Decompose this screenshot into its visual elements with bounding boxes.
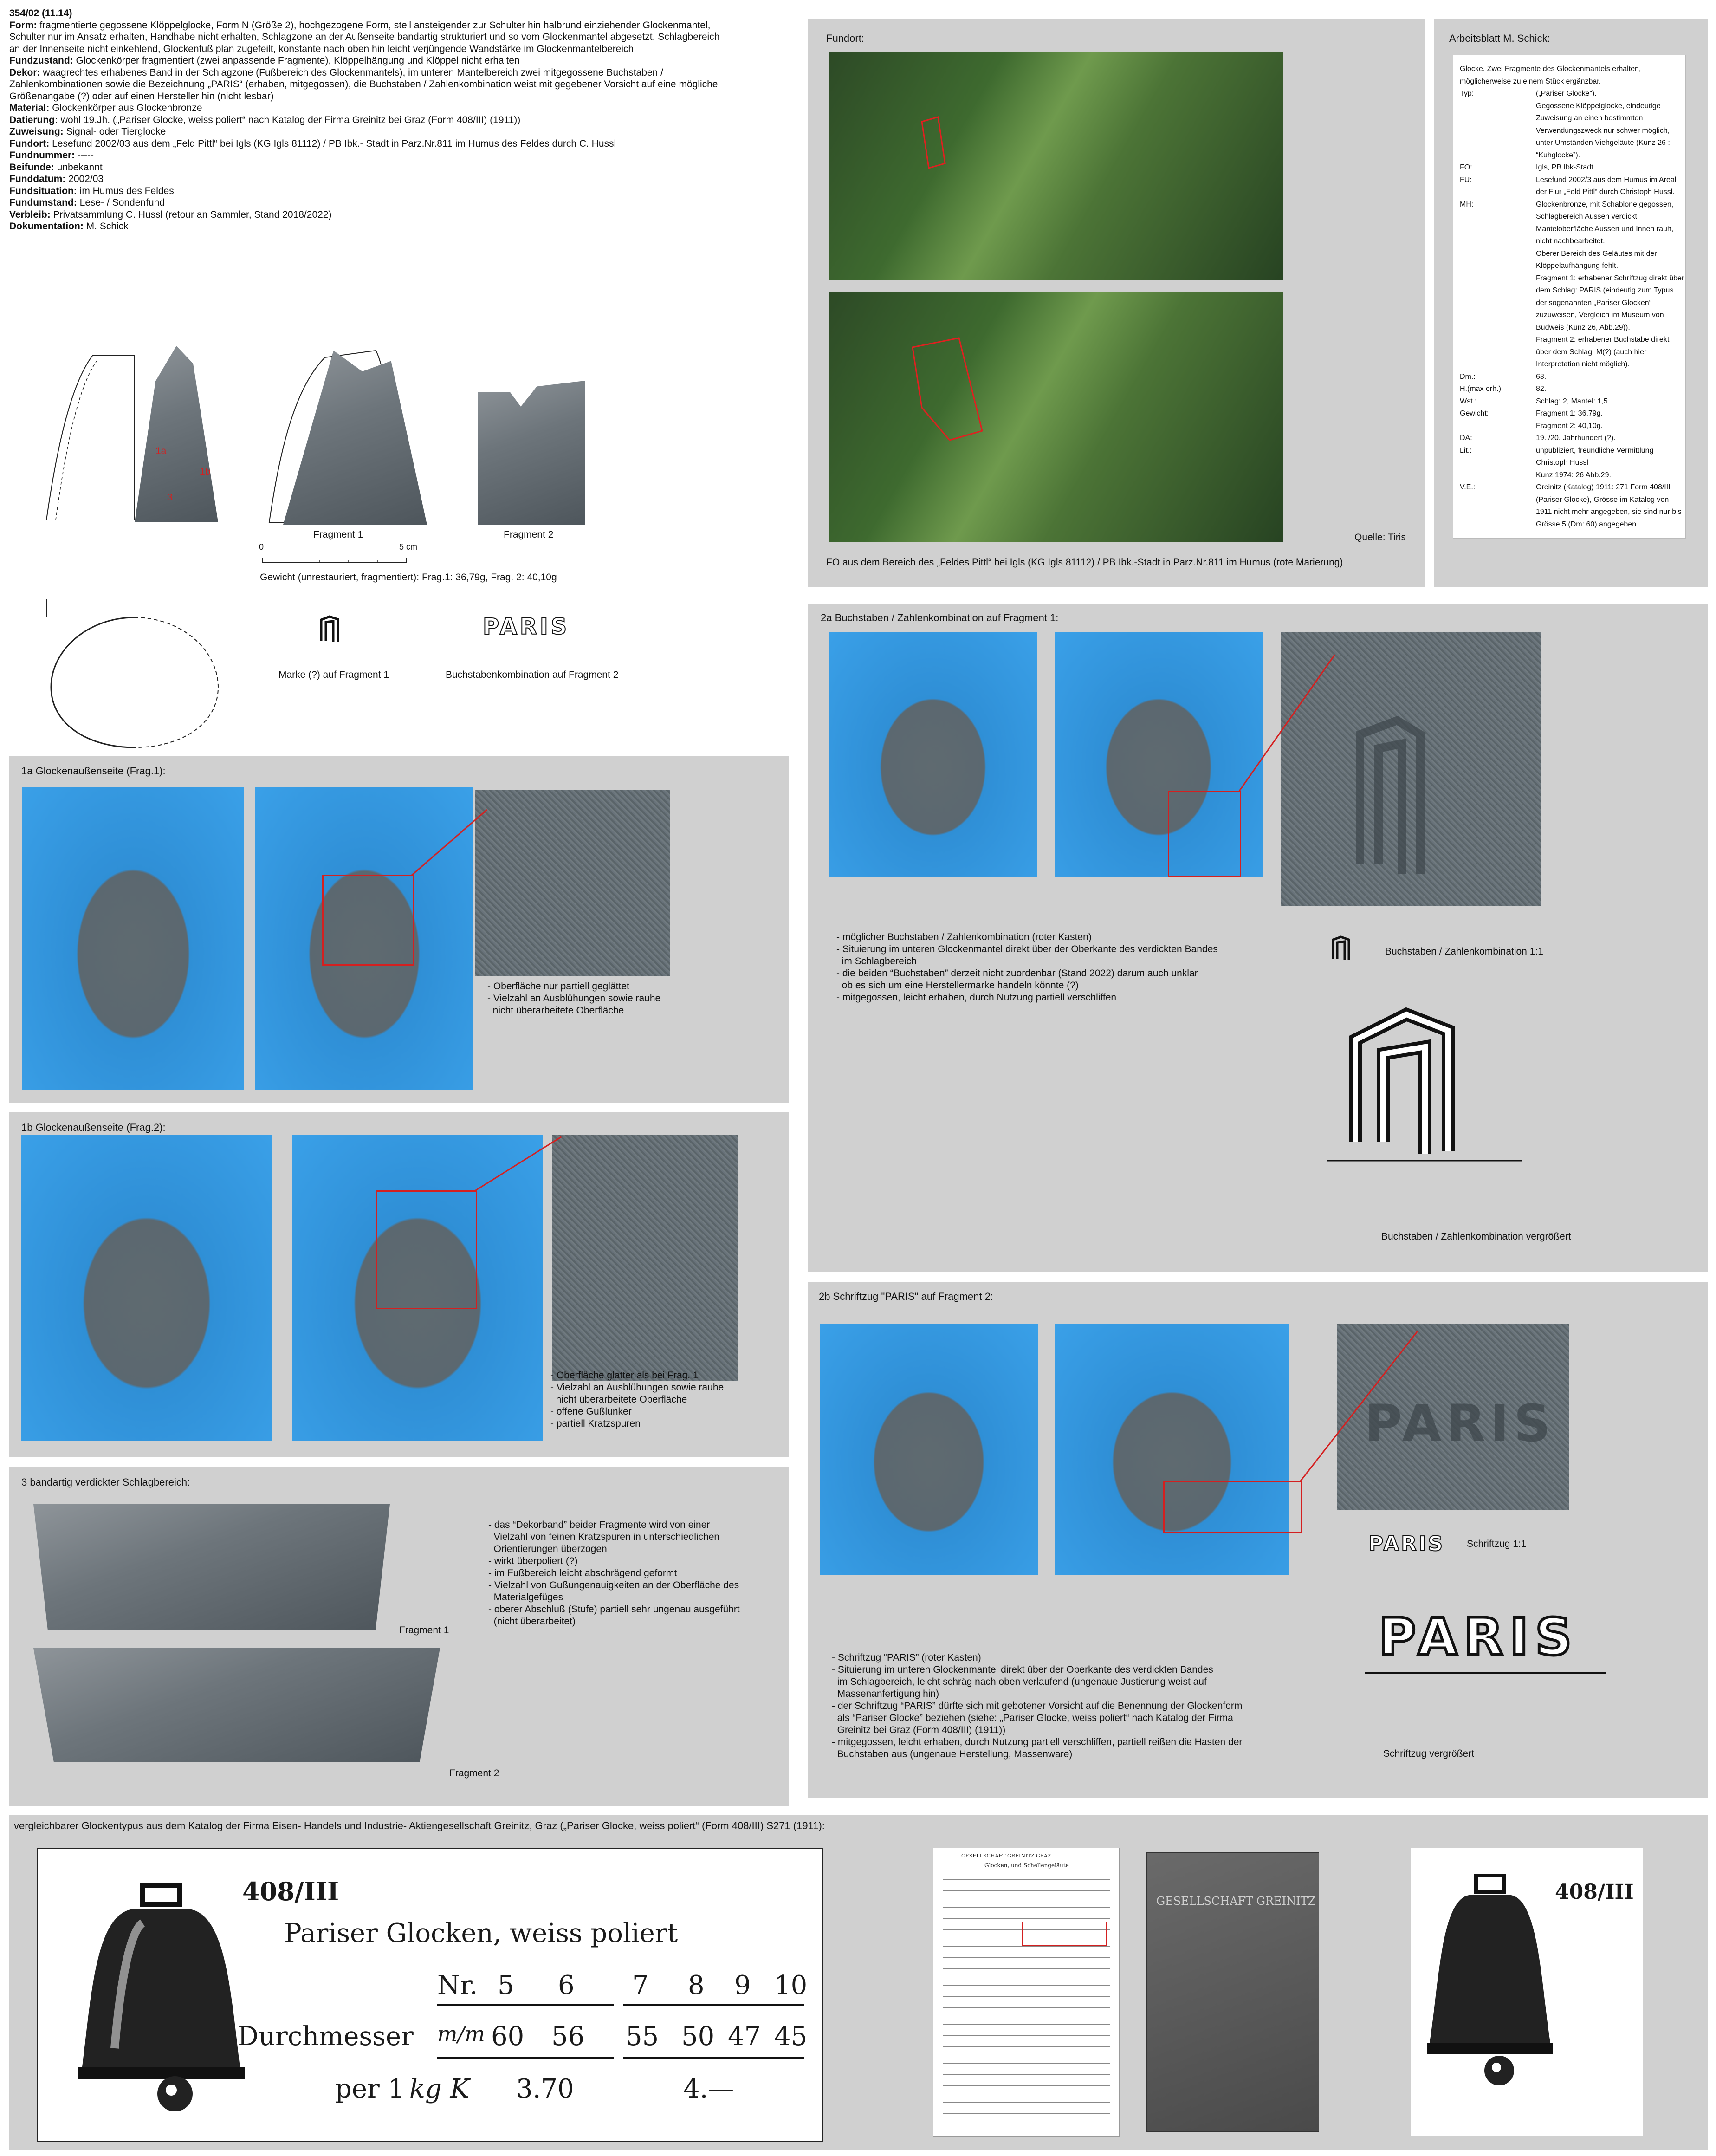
sheet-row-value: 82. [1536, 385, 1547, 393]
sheet-row-key: FU: [1460, 175, 1472, 184]
sheet-row-value: Igls, PB Ibk-Stadt. [1536, 163, 1596, 171]
header-line-label: Dokumentation: [9, 221, 84, 232]
header-line-label: Fundort: [9, 138, 50, 149]
panel-3-photo-fragment1 [33, 1504, 390, 1630]
panel-1a-redbox [322, 875, 414, 966]
sheet-row-key: Gewicht: [1460, 409, 1489, 417]
sheet-row-value: nicht nachbearbeitet. [1536, 237, 1605, 245]
sheet-row-value: zuzuweisen, Vergleich im Museum von [1536, 311, 1664, 319]
catalog-form-label: 408/III [242, 1877, 339, 1906]
header-line-text: Zahlenkombinationen sowie die Bezeichnung „PARIS“ (erhaben, mitgegossen), die Buchstaben / Zahlenkombination weist mit gegebener Vorsicht auf eine mögliche [9, 79, 718, 90]
label-1b: 1b [200, 467, 211, 477]
header-line [9, 91, 789, 103]
scale-bar [258, 553, 434, 567]
header-line-text: Glockenkörper aus Glockenbronze [49, 103, 202, 113]
panel-catalog [9, 1815, 1708, 2150]
panel-2b-photo-left [820, 1324, 1038, 1575]
catalog-cell: 56 [551, 2021, 585, 2052]
catalog-cell: 6 [558, 1970, 575, 2000]
header-line-text: fragmentierte gegossene Klöppelglocke, Form N (Größe 2), hochgezogene Form, steil ansteigender zur Schulter hin halbrund einziehender Glockenmantel, [37, 19, 711, 31]
panel-3 [9, 1467, 789, 1806]
label-3: 3 [167, 492, 173, 503]
sheet-row-value: Klöppelaufhängung fehlt. [1536, 262, 1619, 270]
header-line [9, 114, 789, 126]
sheet-row-value: (Pariser Glocke), Grösse im Katalog von [1536, 495, 1669, 504]
note-line: Massenanfertigung hin) [832, 1688, 939, 1699]
note-line: - im Fußbereich leicht abschrägend geformt [488, 1568, 677, 1578]
panel-2a-notes [836, 931, 1218, 1004]
note-line: - die beiden “Buchstaben” derzeit nicht zuordenbar (Stand 2022) darum auch unklar [836, 968, 1198, 979]
note-line: im Schlagbereich, leicht schräg nach oben verlaufend (ungenaue Justierung weist auf [832, 1676, 1207, 1687]
header-line-text: an der Innenseite nicht einkehlend, Glockenfuß plan zugefeilt, konstante nach oben hin leicht verjüngende Wandstärke im Glockenmantelbereich [9, 43, 634, 54]
header-line-text: Privatsammlung C. Hussl (retour an Sammler, Stand 2018/2022) [50, 209, 332, 220]
sheet-row-value: Fragment 1: 36,79g, [1536, 409, 1603, 417]
arbeitsblatt-sheet [1453, 55, 1686, 539]
header-line [9, 209, 789, 221]
fragment2-photo [478, 381, 585, 525]
header-line [9, 138, 789, 150]
paris-1to1: PARIS [1368, 1532, 1445, 1556]
catalog-price-1: 3.70 [516, 2074, 574, 2104]
panel-2a-redbox [1168, 791, 1241, 877]
catalog-cell: 8 [688, 1970, 705, 2000]
paris-enlarged: PARIS [1379, 1607, 1579, 1667]
note-line: - Situierung im unteren Glockenmantel direkt über der Oberkante des verdickten Bandes [836, 944, 1218, 955]
panel-1b [9, 1112, 789, 1457]
catalog-rule-1 [437, 2004, 614, 2006]
header-line-text: ----- [75, 150, 94, 161]
paris-caption: Buchstabenkombination auf Fragment 2 [446, 669, 619, 680]
sheet-row-value: Zuweisung an einen bestimmten [1536, 114, 1643, 122]
panel-2b-title: 2b Schriftzug "PARIS" auf Fragment 2: [819, 1291, 993, 1302]
header-line-text: 2002/03 [65, 174, 104, 184]
catalog-closeup-form: 408/III [1555, 1880, 1634, 1904]
note-line: - Vielzahl an Ausblühungen sowie rauhe [550, 1382, 724, 1393]
catalog-cell: 5 [498, 1970, 514, 2000]
sheet-row-key: V.E.: [1460, 483, 1476, 491]
note-line: Orientierungen überzogen [488, 1544, 607, 1554]
scale-5: 5 cm [399, 542, 418, 552]
panel-2b-redbox [1163, 1481, 1302, 1533]
panel-2a-enlarged-caption: Buchstaben / Zahlenkombination vergrößert [1381, 1231, 1571, 1242]
catalog-page-lines [943, 1874, 1110, 2124]
sheet-row-key: Wst.: [1460, 397, 1477, 405]
header-line [9, 221, 789, 233]
label-1a: 1a [155, 446, 167, 456]
mark-symbol-small [316, 613, 343, 645]
fragment1-caption: Fragment 1 [313, 529, 363, 540]
header-line-label: Fundzustand: [9, 55, 73, 66]
fundort-source: Quelle: Tiris [1354, 532, 1406, 543]
panel-1a-notes [487, 981, 660, 1017]
note-line: - partiell Kratzspuren [550, 1418, 641, 1429]
bell-icon-closeup [1420, 1866, 1560, 2089]
panel-1b-zoom [552, 1135, 738, 1381]
catalog-price-label: per 1 [335, 2074, 405, 2104]
sheet-row-value: Glockenbronze, mit Schablone gegossen, [1536, 200, 1674, 208]
panel-2a-title: 2a Buchstaben / Zahlenkombination auf Fragment 1: [821, 612, 1059, 623]
sheet-row-value: Gegossene Klöppelglocke, eindeutige [1536, 102, 1661, 110]
sheet-row-value: Greinitz (Katalog) 1911: 271 Form 408/III [1536, 483, 1671, 491]
catalog-rule-2 [623, 2004, 804, 2006]
header-line [9, 149, 789, 162]
catalog-cell: 47 [728, 2021, 761, 2052]
note-line: nicht überarbeitete Oberfläche [550, 1394, 687, 1405]
catalog-title: vergleichbarer Glockentypus aus dem Katalog der Firma Eisen- Handels und Industrie- Aktiengesellschaft Greinitz, Graz („Pariser Glocke, weiss poliert“ (Form 408/III) S271 (1911): [14, 1820, 825, 1831]
header-line-text: Schulter nur im Ansatz erhalten, Handhabe nicht erhalten, Schlagzone an der Außenseite bandartig strukturiert und so vom Glockenmantel abgesetzt, Schlagbereich [9, 32, 720, 42]
mark-symbol-enlarged [1327, 989, 1522, 1179]
header-line-text: Lese- / Sondenfund [77, 197, 165, 208]
sheet-row-value: unter Umständen Viehgeläute (Kunz 26 : [1536, 139, 1670, 147]
panel-2b-zoom [1337, 1324, 1569, 1510]
bell-icon-large [64, 1872, 259, 2113]
sheet-row-value: der Flur „Feld Pittl“ durch Christoph Hussl. [1536, 188, 1675, 196]
header-line-label: Zuweisung: [9, 126, 64, 137]
note-line: Buchstaben aus (ungenaue Herstellung, Massenware) [832, 1749, 1073, 1760]
note-line: (nicht überarbeitet) [488, 1616, 576, 1627]
sheet-row-value: („Pariser Glocke“). [1536, 90, 1597, 97]
header-line-label: Beifunde: [9, 162, 54, 173]
header-line-label: Form: [9, 19, 37, 31]
panel-2b-enlarged-caption: Schriftzug vergrößert [1383, 1748, 1475, 1759]
sheet-row-value: Kunz 1974: 26 Abb.29. [1536, 471, 1611, 479]
catalog-cell: 7 [632, 1970, 649, 2000]
sheet-row-value: Budweis (Kunz 26, Abb.29)). [1536, 323, 1630, 331]
panel-2b-zoom-paris: PARIS [1365, 1394, 1555, 1453]
sheet-row-value: unpubliziert, freundliche Vermittlung [1536, 446, 1654, 455]
header-line-label: Fundumstand: [9, 197, 77, 208]
note-line: - offene Gußlunker [550, 1406, 632, 1417]
sheet-row-value: Schlag: 2, Mantel: 1,5. [1536, 397, 1610, 405]
sheet-row-value: über dem Schlag: M(?) (auch hier [1536, 348, 1647, 356]
panel-1b-title: 1b Glockenaußenseite (Frag.2): [21, 1122, 166, 1133]
paris-mark-small: PARIS [483, 614, 570, 640]
panel-3-photo-fragment2 [33, 1648, 440, 1762]
panel-1a-title: 1a Glockenaußenseite (Frag.1): [21, 765, 166, 777]
sheet-row-key: Lit.: [1460, 446, 1472, 455]
catalog-cover-text: GESELLSCHAFT GREINITZ [1156, 1895, 1316, 1908]
catalog-page-redbox [1022, 1922, 1107, 1946]
panel-1a-photo-left [22, 787, 244, 1090]
sheet-row-value: der sogenannten „Pariser Glocken“ [1536, 299, 1652, 307]
header-line-text: Glockenkörper fragmentiert (zwei anpassende Fragmente), Klöppelhängung und Klöppel nicht erhalten [73, 55, 520, 66]
note-line: - wirkt überpoliert (?) [488, 1556, 578, 1566]
bell-base-section [42, 590, 237, 766]
panel-1b-redbox [376, 1190, 477, 1309]
catalog-heading: Pariser Glocken, weiss poliert [284, 1918, 678, 1948]
note-line: - der Schriftzug “PARIS” dürfte sich mit gebotener Vorsicht auf die Benennung der Glockenform [832, 1701, 1243, 1711]
header-line-text: Größenangabe (?) oder auf einen Hersteller hin (nicht lesbar) [9, 91, 274, 102]
catalog-dm-unit: m/m [437, 2021, 485, 2046]
note-line: - Vielzahl an Ausblühungen sowie rauhe [487, 993, 661, 1004]
sheet-row-value: Fragment 1: erhabener Schriftzug direkt über [1536, 274, 1684, 282]
panel-2b-notes [832, 1652, 1242, 1760]
sheet-row-value: Christoph Hussl [1536, 459, 1588, 467]
sheet-row-key: DA: [1460, 434, 1472, 442]
header-line [9, 43, 789, 55]
sheet-row-value: Lesefund 2002/3 aus dem Humus im Areal [1536, 175, 1677, 184]
header-line-label: Material: [9, 103, 50, 113]
header-lines [9, 19, 789, 233]
note-line: Materialgefüges [488, 1592, 563, 1603]
sheet-row-key: Dm.: [1460, 372, 1476, 381]
header-line-label: Funddatum: [9, 174, 66, 184]
header-line-label: Fundsituation: [9, 185, 77, 196]
note-line: - möglicher Buchstaben / Zahlenkombination (roter Kasten) [836, 932, 1092, 942]
catalog-page-header: GESELLSCHAFT GREINITZ GRAZ [961, 1853, 1051, 1859]
panel-1b-photo-left [21, 1135, 272, 1441]
sheet-row-value: 19. /20. Jahrhundert (?). [1536, 434, 1616, 442]
sheet-row-key: MH: [1460, 200, 1474, 208]
sheet-row-value: Oberer Bereich des Geläutes mit der [1536, 249, 1657, 258]
sheet-row-value: Grösse 5 (Dm: 60) angegeben. [1536, 520, 1638, 528]
scale-0: 0 [259, 542, 264, 552]
catalog-cover-thumb [1146, 1852, 1319, 2132]
sheet-row-value: möglicherweise zu einem Stück ergänzbar. [1460, 77, 1601, 85]
fundort-caption: FO aus dem Bereich des „Feldes Pittl“ bei Igls (KG Igls 81112) / PB Ibk.-Stadt in Parz.Nr.811 im Humus (rote Marierung) [826, 557, 1343, 568]
catalog-rule-3 [437, 2057, 614, 2059]
note-line: - mitgegossen, leicht erhaben, durch Nutzung partiell verschliffen [836, 992, 1117, 1003]
panel-1a [9, 756, 789, 1103]
sheet-row-value: Fragment 2: erhabener Buchstabe direkt [1536, 336, 1670, 344]
map-bottom [829, 292, 1283, 542]
catalog-excerpt [37, 1848, 823, 2142]
sheet-row-value: Interpretation nicht möglich). [1536, 360, 1630, 368]
note-line: - Oberfläche nur partiell geglättet [487, 981, 629, 992]
panel-2b-scale-caption: Schriftzug 1:1 [1467, 1539, 1527, 1549]
map-top [829, 52, 1283, 280]
catalog-cell: 10 [774, 1970, 808, 2000]
weight-caption: Gewicht (unrestauriert, fragmentiert): Frag.1: 36,79g, Frag. 2: 40,10g [260, 572, 557, 583]
catalog-page-thumb [933, 1848, 1120, 2137]
header-line-text: im Humus des Feldes [77, 185, 174, 196]
header-line-text: Signal- oder Tierglocke [63, 126, 166, 137]
sheet-row-key: FO: [1460, 163, 1472, 171]
sheet-row-value: dem Schlag: PARIS (eindeutig zum Typus [1536, 286, 1674, 294]
note-line: Vielzahl von feinen Kratzspuren in unterschiedlichen [488, 1532, 720, 1542]
header-line-label: Fundnummer: [9, 150, 75, 161]
sheet-row-value: Glocke. Zwei Fragmente des Glockenmantels erhalten, [1460, 65, 1641, 73]
catalog-price-2: 4.— [683, 2074, 734, 2104]
sheet-row-value: “Kuhglocke”). [1536, 151, 1580, 159]
mark-symbol-1to1 [1328, 934, 1353, 962]
panel-3-notes [488, 1519, 740, 1628]
panel-2b-photo-right [1055, 1324, 1289, 1575]
catalog-cell: 60 [491, 2021, 525, 2052]
sheet-row-value: 68. [1536, 372, 1547, 381]
header-line [9, 162, 789, 174]
sheet-row-value: 1911 nicht mehr angegeben, sie sind nur bis [1536, 508, 1682, 516]
note-line: - mitgegossen, leicht erhaben, durch Nutzung partiell verschliffen, partiell reißen die Hasten der [832, 1737, 1243, 1747]
paris-enlarged-baseline [1365, 1672, 1606, 1674]
panel-2a [808, 604, 1708, 1272]
header-line [9, 126, 789, 138]
sheet-row-value: Verwendungszweck nur schwer möglich, [1536, 126, 1670, 135]
note-line: - das “Dekorband” beider Fragmente wird von einer [488, 1520, 710, 1530]
catalog-page-sub: Glocken, und Schellengeläute [984, 1862, 1069, 1869]
catalog-rule-4 [623, 2057, 804, 2059]
header-line-label: Datierung: [9, 114, 58, 125]
fundort-title: Fundort: [826, 32, 864, 44]
note-line: nicht überarbeitete Oberfläche [487, 1005, 624, 1016]
catalog-nr-label: Nr. [437, 1970, 478, 2000]
panel-3-title: 3 bandartig verdickter Schlagbereich: [21, 1476, 190, 1488]
fragment2-caption: Fragment 2 [504, 529, 554, 540]
header-line-label: Verbleib: [9, 209, 51, 220]
catalog-bell-closeup [1411, 1848, 1643, 2136]
catalog-cell: 55 [626, 2021, 659, 2052]
catalog-cell: 50 [681, 2021, 715, 2052]
header-line-text: Lesefund 2002/03 aus dem „Feld Pittl“ bei Igls (KG Igls 81112) / PB Ibk.- Stadt in Parz.Nr.811 im Humus des Feldes durch C. Hussl [49, 138, 616, 149]
header-line [9, 197, 789, 209]
panel-1b-notes [550, 1370, 724, 1430]
note-line: - Schriftzug “PARIS” (roter Kasten) [832, 1652, 981, 1663]
sheet-row-value: Fragment 2: 40,10g. [1536, 422, 1603, 430]
sheet-row-key: Typ: [1460, 90, 1474, 97]
sheet-row-value: Schlagbereich Aussen verdickt, [1536, 213, 1639, 221]
note-line: ob es sich um eine Herstellermarke handeln könnte (?) [836, 980, 1079, 991]
panel-2b [808, 1282, 1708, 1798]
note-line: - Situierung im unteren Glockenmantel direkt über der Oberkante des verdickten Bandes [832, 1664, 1213, 1675]
header-line-text: waagrechtes erhabenes Band in der Schlagzone (Fußbereich des Glockenmantels), im unteren Mantelbereich zwei mitgegossene Buchstaben / [40, 67, 663, 78]
panel-fundort [808, 19, 1425, 587]
panel-1a-zoom [475, 790, 670, 976]
sheet-row-key: H.(max erh.): [1460, 385, 1503, 393]
mark-caption: Marke (?) auf Fragment 1 [278, 669, 389, 680]
panel-2a-scale-caption: Buchstaben / Zahlenkombination 1:1 [1385, 946, 1543, 957]
note-line: als “Pariser Glocke” beziehen (siehe: „Pariser Glocke, weiss poliert“ nach Katalog der Firma [832, 1713, 1233, 1723]
catalog-price-unit: kg K [409, 2074, 470, 2104]
note-line: im Schlagbereich [836, 956, 917, 967]
panel-3-caption-fragment1: Fragment 1 [399, 1625, 449, 1636]
catalog-cell: 9 [734, 1970, 751, 2000]
catalog-dm-label: Durchmesser [238, 2021, 414, 2052]
header-line [9, 31, 789, 43]
header-line-text: M. Schick [83, 221, 129, 232]
arbeitsblatt-title: Arbeitsblatt M. Schick: [1449, 32, 1550, 44]
header-line [9, 185, 789, 197]
sheet-row-value: Manteloberfläche Aussen und Innen rauh, [1536, 225, 1674, 233]
record-id: 354/02 (11.14) [9, 8, 72, 19]
note-line: - Oberfläche glatter als bei Frag. 1 [550, 1370, 699, 1381]
header-line [9, 78, 789, 91]
header-line [9, 102, 789, 114]
header-line [9, 19, 789, 32]
header-line-text: wohl 19.Jh. („Pariser Glocke, weiss poliert“ nach Katalog der Firma Greinitz bei Graz (Form 408/III) (1911)) [58, 114, 521, 125]
header-block [9, 7, 789, 233]
panel-3-caption-fragment2: Fragment 2 [449, 1768, 499, 1779]
header-line [9, 173, 789, 185]
note-line: - oberer Abschluß (Stufe) partiell sehr ungenau ausgeführt [488, 1604, 740, 1615]
header-line-label: Dekor: [9, 67, 40, 78]
header-line-text: unbekannt [54, 162, 103, 173]
header-line [9, 55, 789, 67]
panel-2a-photo-left [829, 632, 1037, 877]
catalog-cell: 45 [774, 2021, 808, 2052]
header-line [9, 67, 789, 79]
note-line: Greinitz bei Graz (Form 408/III) (1911)) [832, 1725, 1006, 1735]
note-line: - Vielzahl von Gußungenauigkeiten an der Oberfläche des [488, 1580, 739, 1591]
panel-arbeitsblatt [1434, 19, 1708, 587]
